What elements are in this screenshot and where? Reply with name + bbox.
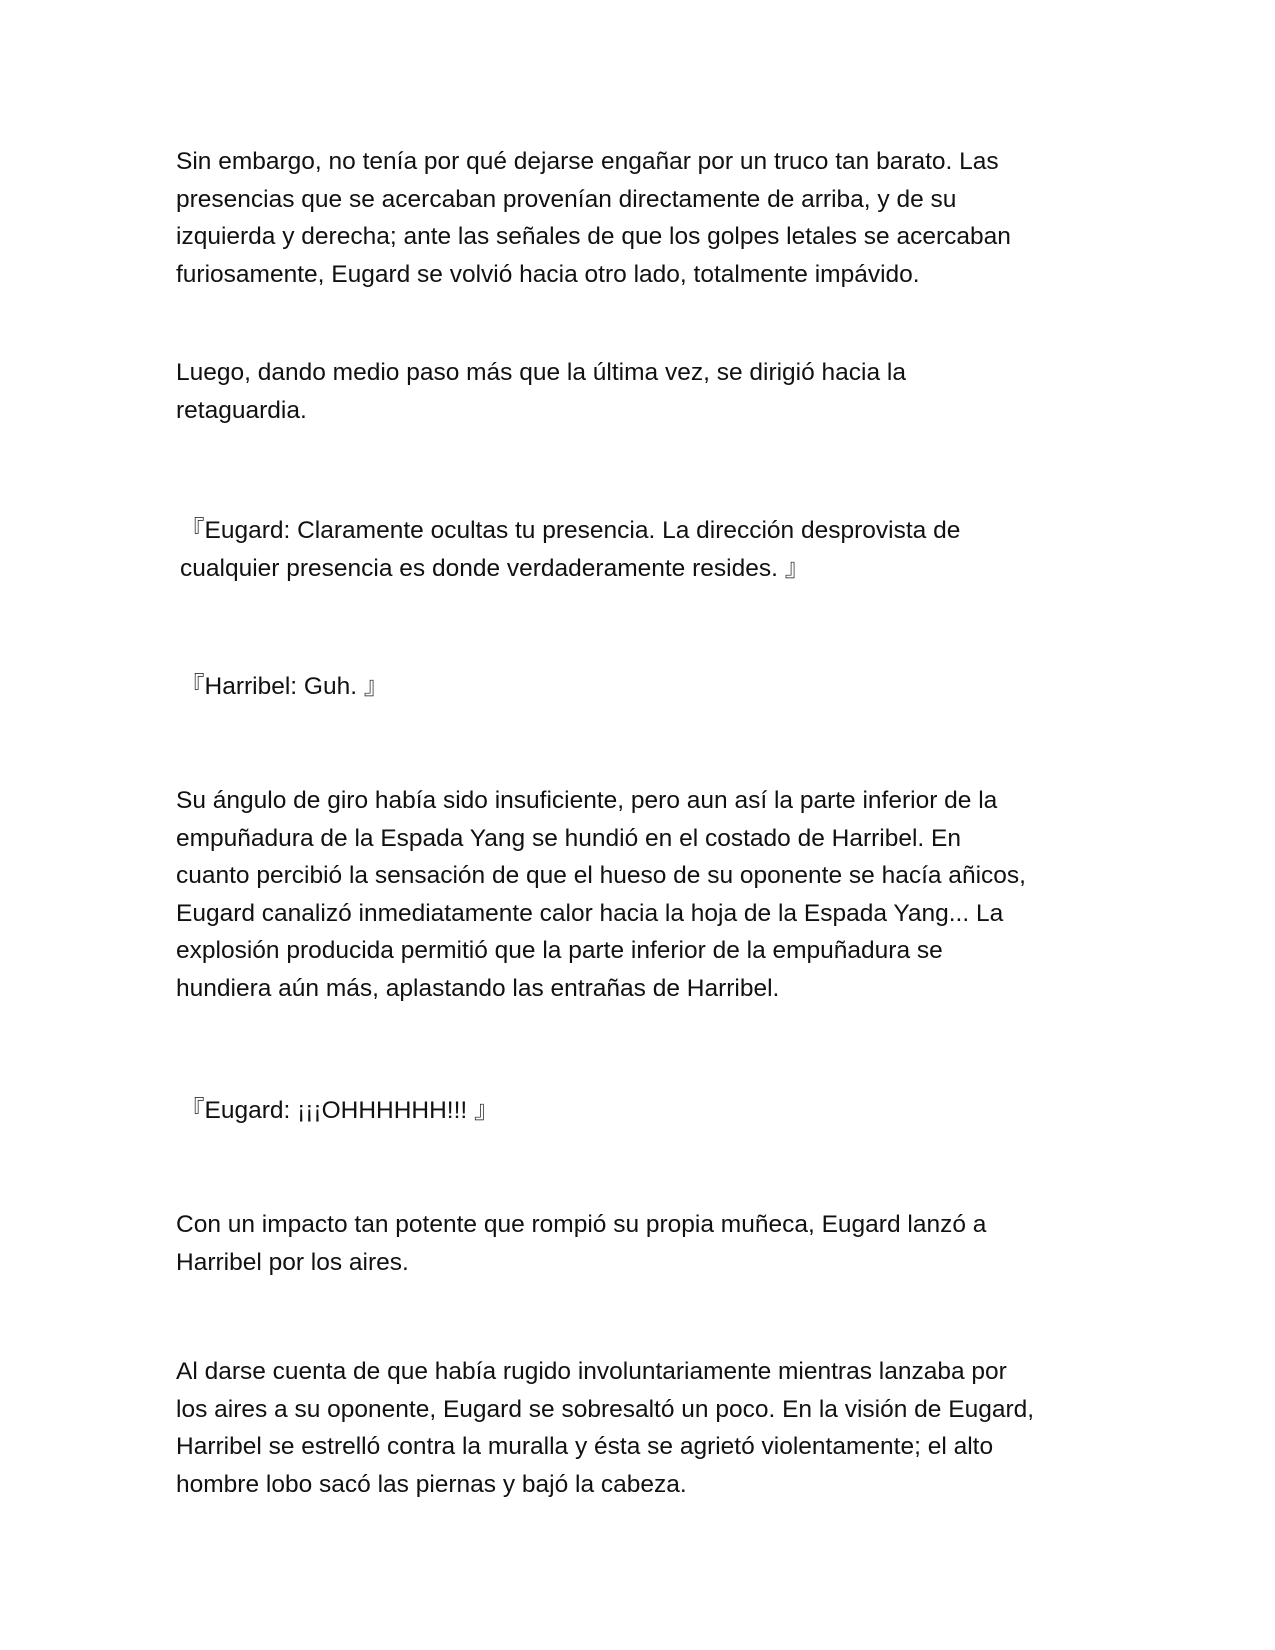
- dialogue-eugard-2: 『Eugard: ¡¡¡OHHHHHH!!! 』: [180, 1097, 499, 1124]
- paragraph-2: Luego, dando medio paso más que la última vez, se dirigió hacia la retaguardia.: [176, 359, 906, 424]
- paragraph-3: Su ángulo de giro había sido insuficiente, pero aun así la parte inferior de la empuñadura de la Espada Yang se hundió en el costado de Harribel. En cuanto percibió la sensación de que el hueso de su oponente se hacía añicos, Eugard canalizó inmediatamente calor hacia la hoja de la Espada Yang... La explosión producida permitió que la parte inferior de la empuñadura se hundiera aún más, aplastando las entrañas de Harribel.: [176, 787, 1026, 1002]
- paragraph-5: Al darse cuenta de que había rugido involuntariamente mientras lanzaba por los aires a su oponente, Eugard se sobresaltó un poco. En la visión de Eugard, Harribel se estrelló contra la muralla y ésta se agrietó violentamente; el alto hombre lobo sacó las piernas y bajó la cabeza.: [176, 1358, 1035, 1498]
- dialogue-eugard-1: 『Eugard: Claramente ocultas tu presencia. La dirección desprovista de cualquier presencia es donde verdaderamente resides. 』: [180, 517, 961, 582]
- dialogue-harribel: 『Harribel: Guh. 』: [180, 673, 389, 700]
- paragraph-1: Sin embargo, no tenía por qué dejarse engañar por un truco tan barato. Las presencias que se acercaban provenían directamente de arriba, y de su izquierda y derecha; ante las señales de que los golpes letales se acercaban furiosamente, Eugard se volvió hacia otro lado, totalmente impávido.: [176, 148, 1011, 288]
- paragraph-4: Con un impacto tan potente que rompió su propia muñeca, Eugard lanzó a Harribel por los aires.: [176, 1211, 987, 1276]
